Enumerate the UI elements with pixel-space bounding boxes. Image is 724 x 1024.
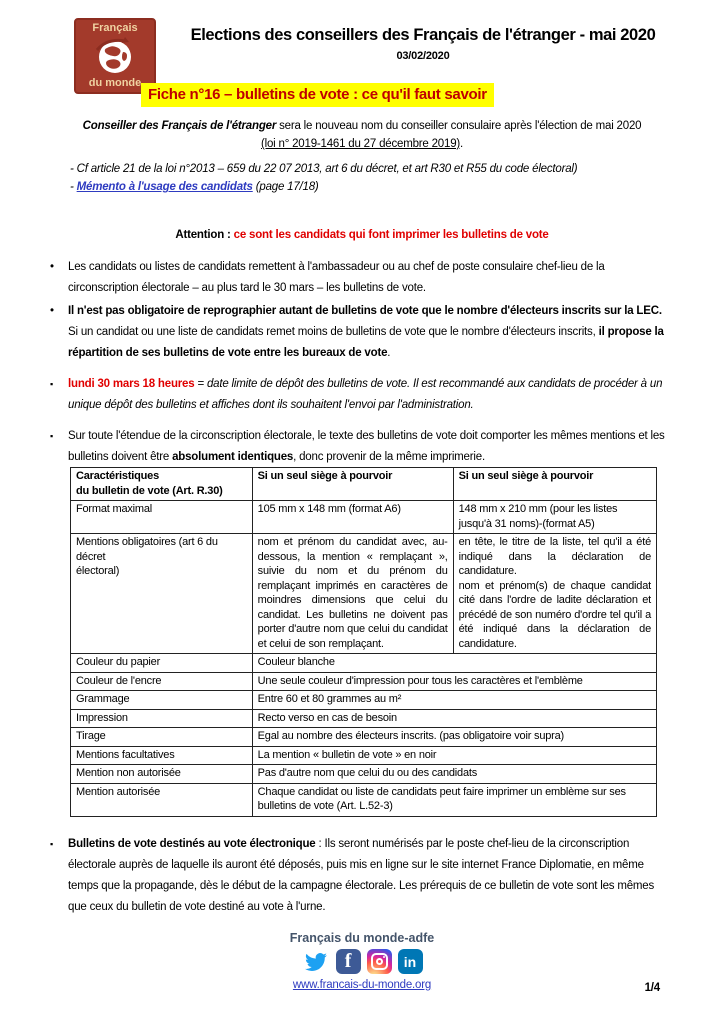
table-row xyxy=(71,709,657,728)
table-cell xyxy=(71,501,253,534)
attention-label: Attention : xyxy=(175,229,234,241)
document-date: 03/02/2020 xyxy=(396,50,450,62)
table-cell xyxy=(71,783,253,816)
table-cell xyxy=(71,728,253,747)
logo-text-top: Français xyxy=(92,22,138,34)
table-cell-line: Mentions facultatives xyxy=(76,748,175,761)
table-cell-line: La mention « bulletin de vote » en noir xyxy=(257,748,437,761)
bullet-marker: ▪ xyxy=(50,839,53,849)
table-row xyxy=(71,728,657,747)
social-icons-row xyxy=(0,948,724,975)
table-cell-line: nom et prénom(s) de chaque candidat cité dans l'ordre de ladite déclaration et précédé de son numéro d'ordre tel qu'il a été indiqué dans la déclaration de candidature. xyxy=(458,579,651,650)
table-cell xyxy=(252,746,656,765)
table-row xyxy=(71,746,657,765)
intro-lead-term: Conseiller des Français de l'étranger xyxy=(82,120,277,132)
twitter-icon[interactable] xyxy=(302,949,330,974)
table-cell xyxy=(252,534,453,654)
table-cell-line: électoral) xyxy=(76,565,120,577)
text-segment: . xyxy=(387,347,391,359)
table-cell-line: 105 mm x 148 mm (format A6) xyxy=(257,503,401,515)
text-segment: = xyxy=(194,378,207,390)
linkedin-icon[interactable]: in xyxy=(398,949,423,974)
instagram-camera-dot xyxy=(383,956,385,958)
bullet-item xyxy=(50,834,668,918)
table-row xyxy=(71,765,657,784)
law-reference-period: . xyxy=(460,138,464,150)
table-cell xyxy=(252,765,656,784)
table-row xyxy=(71,501,657,534)
header-block xyxy=(130,26,716,62)
text-segment: , donc provenir de la même imprimerie. xyxy=(293,451,485,463)
text-segment: il propose la répartition de ses bulletins de vote entre les bureaux de vote xyxy=(68,326,664,359)
intro-paragraph xyxy=(40,117,684,153)
site-link-row xyxy=(0,979,724,991)
text-segment: Si un candidat ou une liste de candidats remet moins de bulletins de vote que le nombre d'électeurs inscrits, xyxy=(68,326,599,338)
table-cell xyxy=(252,654,656,673)
table-cell-line: Tirage xyxy=(76,730,106,742)
table-cell-line: Format maximal xyxy=(76,503,153,515)
page-number: 1/4 xyxy=(644,982,660,994)
ballot-specs-table xyxy=(70,467,657,817)
table-cell-line: Recto verso en cas de besoin xyxy=(257,711,397,724)
bullet-text xyxy=(68,374,668,416)
text-segment: : Ils seront numérisés par le poste chef-lieu de la circonscription électorale auprès de laquelle ils auront été déposés, puis mis en ligne sur le site internet France Diplomatie, en même temps que la propagande, dès le début de la campagne électorale. Les prérequis de ce bulletin de vote sont les mêmes que ceux du bulletin de vote destiné au vote à l'urne. xyxy=(68,838,655,913)
bullet-item xyxy=(50,374,668,416)
table-cell-line: Couleur du papier xyxy=(76,656,161,668)
facebook-icon[interactable]: f xyxy=(336,949,361,974)
table-cell-line: 148 mm x 210 mm (pour les listes jusqu'à 31 noms)-(format A5) xyxy=(458,503,618,530)
table-cell-line: Entre 60 et 80 grammes au m² xyxy=(257,693,402,705)
table-cell xyxy=(71,534,253,654)
text-segment: date limite de dépôt des bulletins de vote. Il est recommandé aux candidats de procéder à un unique dépôt des bulletins et affiches dont ils souhaitent l'envoi par l'administration. xyxy=(68,378,663,411)
table-cell xyxy=(71,709,253,728)
reference-article: - Cf article 21 de la loi n°2013 – 659 du 22 07 2013, art 6 du décret, et art R30 et R55 du code électoral) xyxy=(70,163,578,175)
text-segment: Sur toute l'étendue de la circonscription électorale, le texte des bulletins de vote doit comporter les mêmes mentions et les bulletins doivent être xyxy=(68,430,665,463)
bullet-item xyxy=(50,301,668,364)
bullet-text xyxy=(68,257,668,299)
logo-text-bottom: du monde xyxy=(88,77,142,89)
table-cell xyxy=(252,672,656,691)
table-cell-line: Si un seul siège à pourvoir xyxy=(458,470,594,482)
table-row xyxy=(71,534,657,654)
table-cell xyxy=(252,691,656,710)
table-cell xyxy=(71,765,253,784)
text-segment: Les candidats ou listes de candidats remettent à l'ambassadeur ou au chef de poste consulaire chef-lieu de la circonscription électorale – au plus tard le 30 mars – les bulletins de vote. xyxy=(68,261,605,294)
law-reference-link[interactable]: (loi n° 2019-1461 du 27 décembre 2019) xyxy=(260,138,461,150)
table-cell-line: Couleur de l'encre xyxy=(76,674,162,687)
table-cell xyxy=(71,691,253,710)
bullet-marker: • xyxy=(50,261,54,273)
bullet-list-top xyxy=(50,257,668,470)
table-cell-line: Une seule couleur d'impression pour tous les caractères et l'emblème xyxy=(257,674,583,687)
table-cell-line: Si un seul siège à pourvoir xyxy=(257,470,393,482)
bullet-item xyxy=(50,257,668,299)
table-row xyxy=(71,691,657,710)
table-cell-line: en tête, le titre de la liste, tel qu'il a été indiqué dans la déclaration de candidature. xyxy=(458,536,651,577)
table-cell-line: Impression xyxy=(76,711,128,724)
instagram-icon[interactable] xyxy=(367,949,392,974)
text-segment: Bulletins de vote destinés au vote électronique xyxy=(68,838,316,850)
table-row xyxy=(71,783,657,816)
table-cell xyxy=(71,654,253,673)
table-cell xyxy=(71,468,253,501)
text-segment: lundi 30 mars 18 heures xyxy=(68,378,195,390)
footer xyxy=(0,931,724,991)
bullet-item xyxy=(50,426,668,468)
table-cell-line: Mentions obligatoires (art 6 du décret xyxy=(76,536,218,563)
references-block xyxy=(70,160,694,196)
reference-memento xyxy=(70,178,694,196)
table-cell xyxy=(453,534,656,654)
instagram-camera-frame xyxy=(371,953,388,970)
table-cell-line: Mention non autorisée xyxy=(76,767,181,779)
table-cell xyxy=(252,468,453,501)
table-cell-line: Pas d'autre nom que celui du ou des candidats xyxy=(257,767,478,779)
table-cell-line: Egal au nombre des électeurs inscrits. (pas obligatoire voir supra) xyxy=(257,730,565,742)
attention-text: ce sont les candidats qui font imprimer les bulletins de vote xyxy=(233,229,549,241)
table-cell xyxy=(252,709,656,728)
table-row xyxy=(71,468,657,501)
table-cell xyxy=(453,501,656,534)
website-link[interactable]: www.francais-du-monde.org xyxy=(292,979,432,991)
fiche-title-wrap xyxy=(141,83,494,107)
instagram-camera-lens xyxy=(376,958,383,965)
memento-link[interactable]: Mémento à l'usage des candidats xyxy=(76,181,253,193)
fiche-highlighted-title: Fiche n°16 – bulletins de vote : ce qu'il faut savoir xyxy=(141,83,494,107)
table-cell xyxy=(71,746,253,765)
table-cell xyxy=(71,672,253,691)
table-cell-line: Grammage xyxy=(76,693,130,705)
table-cell-line: nom et prénom du candidat avec, au-dessous, la mention « remplaçant », suivie du nom et du prénom du remplaçant imprimés en caractères de moindres dimensions que celui du candidat. Les bulletins ne doivent pas porter d'autre nom que celui du candidat et celui de son remplaçant. xyxy=(257,536,448,650)
table-cell xyxy=(252,783,656,816)
bullet-list-bottom xyxy=(50,824,668,920)
footer-brand: Français du monde-adfe xyxy=(289,931,435,945)
bullet-text xyxy=(68,834,668,918)
attention-line xyxy=(0,229,724,241)
bullet-marker: • xyxy=(50,305,54,317)
table-cell xyxy=(252,728,656,747)
reference-memento-dash: - xyxy=(70,181,77,193)
bullet-text xyxy=(68,301,668,364)
table-row xyxy=(71,672,657,691)
page-title: Elections des conseillers des Français de l'étranger - mai 2020 xyxy=(190,26,656,44)
table-cell xyxy=(453,468,656,501)
bullet-marker: ▪ xyxy=(50,379,53,389)
table-cell-line: Couleur blanche xyxy=(257,656,335,668)
table-cell-line: Mention autorisée xyxy=(76,785,161,798)
bullet-text xyxy=(68,426,668,468)
text-segment: absolument identiques xyxy=(172,451,294,463)
table-row xyxy=(71,654,657,673)
text-segment: Il n'est pas obligatoire de reprographier autant de bulletins de vote que le nombre d'électeurs inscrits sur la LEC. xyxy=(68,305,662,317)
table-cell-line: Caractéristiques xyxy=(76,470,160,482)
table-cell-line: du bulletin de vote (Art. R.30) xyxy=(76,484,223,497)
bullet-marker: ▪ xyxy=(50,431,53,441)
intro-lead-rest: sera le nouveau nom du conseiller consulaire après l'élection de mai 2020 xyxy=(276,120,642,132)
table-cell-line: Chaque candidat ou liste de candidats peut faire imprimer un emblème sur ses bulletins de vote (Art. L.52-3) xyxy=(257,785,626,812)
table-cell xyxy=(252,501,453,534)
reference-memento-page: (page 17/18) xyxy=(252,181,319,193)
